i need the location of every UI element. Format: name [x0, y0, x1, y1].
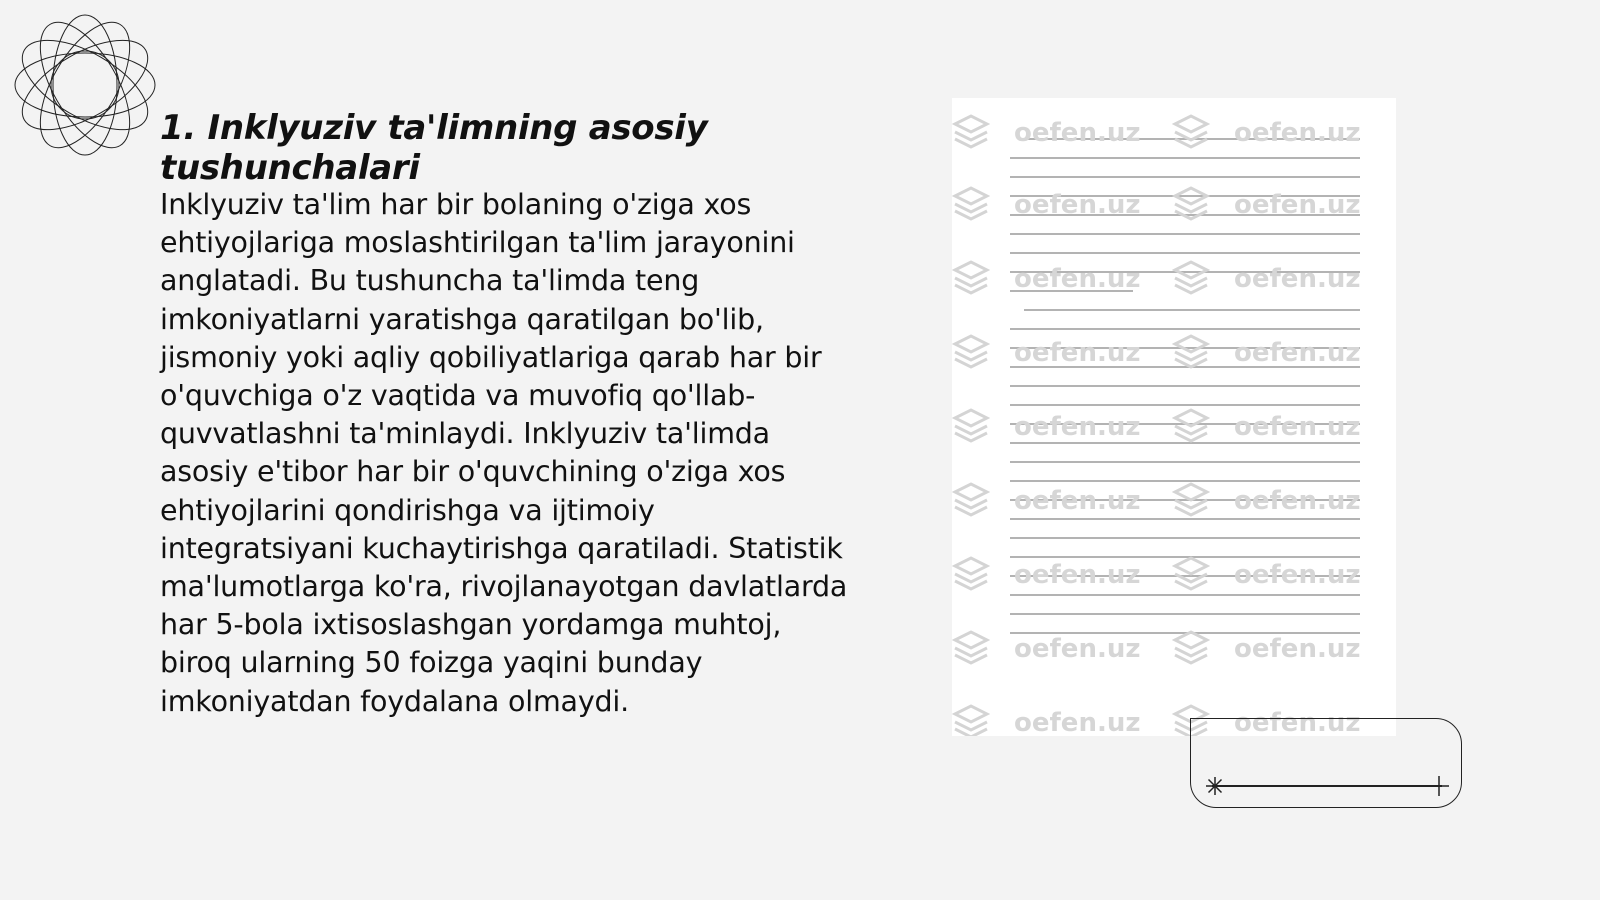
watermark-logo-icon [952, 480, 990, 518]
watermark-logo-icon [952, 112, 990, 150]
watermark-text: oefen.uz [1234, 264, 1361, 294]
watermark-logo-icon [1172, 406, 1210, 444]
watermark-text: oefen.uz [1014, 118, 1141, 148]
watermark-logo-icon [1172, 112, 1210, 150]
watermark-text: oefen.uz [1234, 190, 1361, 220]
decorative-circles-icon [10, 10, 160, 160]
watermark-text: oefen.uz [1234, 412, 1361, 442]
watermark-logo-icon [952, 702, 990, 736]
watermark-logo-icon [1172, 628, 1210, 666]
watermark-logo-icon [1172, 480, 1210, 518]
watermark-logo-icon [952, 406, 990, 444]
watermark-text: oefen.uz [1014, 338, 1141, 368]
watermark-logo-icon [952, 628, 990, 666]
watermark-text: oefen.uz [1014, 634, 1141, 664]
watermark-logo-icon [1172, 332, 1210, 370]
watermark-logo-icon [1172, 258, 1210, 296]
watermark-logo-icon [1172, 184, 1210, 222]
watermark-text: oefen.uz [1234, 560, 1361, 590]
watermark-text: oefen.uz [1234, 708, 1361, 736]
decorative-line [1212, 785, 1442, 787]
watermark-logo-icon [952, 258, 990, 296]
watermark-logo-icon [952, 332, 990, 370]
slide-body-text: Inklyuziv ta'lim har bir bolaning o'ziga xos ehtiyojlariga moslashtirilgan ta'lim jarayonini anglatadi. Bu tushuncha ta'limda teng imkoniyatlarni yaratishga qaratilgan bo'lib, jismoniy yoki aqliy qobiliyatlariga qarab har bir o'quvchiga o'z vaqtida va muvofiq qo'llab-quvvatlashni ta'minlaydi. Inklyuziv ta'limda asosiy e'tibor har bir o'quvchining o'ziga xos ehtiyojlarini qondirishga va ijtimoiy integratsiyani kuchaytirishga qaratiladi. Statistik ma'lumotlarga ko'ra, rivojlanayotgan davlatlarda har 5-bola ixtisoslashgan yordamga muhtoj, biroq ularning 50 foizga yaqini bunday imkoniyatdan foydalana olmaydi. [160, 188, 848, 718]
watermark-logo-icon [1172, 554, 1210, 592]
plus-star-icon [1428, 775, 1450, 797]
watermark-text: oefen.uz [1014, 264, 1141, 294]
watermark-text: oefen.uz [1234, 338, 1361, 368]
watermark-logo-icon [952, 184, 990, 222]
watermark-text: oefen.uz [1014, 486, 1141, 516]
watermark-logo-icon [952, 554, 990, 592]
slide-title: 1. Inklyuziv ta'limning asosiy tushunchalari [160, 108, 708, 189]
sparkle-icon [1205, 776, 1225, 796]
watermark-text: oefen.uz [1234, 486, 1361, 516]
watermark-text: oefen.uz [1234, 634, 1361, 664]
watermark-text: oefen.uz [1014, 708, 1141, 736]
decorative-frame [1190, 718, 1462, 808]
document-scan-image [952, 98, 1396, 736]
watermark-text: oefen.uz [1234, 118, 1361, 148]
watermark-text: oefen.uz [1014, 560, 1141, 590]
watermark-text: oefen.uz [1014, 412, 1141, 442]
watermark-text: oefen.uz [1014, 190, 1141, 220]
